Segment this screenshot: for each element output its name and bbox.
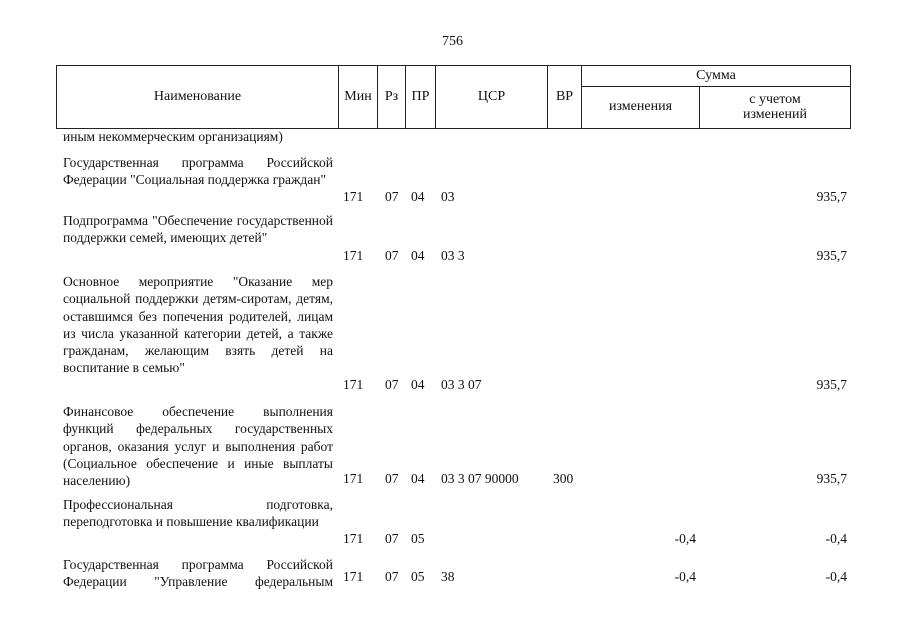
row-pr: 05: [411, 569, 425, 584]
row-csr: 03 3 07 90000: [441, 471, 519, 486]
row-csr: 03 3: [441, 248, 465, 263]
header-pr: ПР: [405, 65, 436, 129]
row-min: 171: [343, 569, 364, 584]
header-with-change: с учетом изменений: [699, 86, 851, 129]
header-vr: ВР: [547, 65, 582, 129]
row-name: Государственная программа Российской Федерации "Управление федеральным: [63, 557, 333, 590]
row-pr: 04: [411, 471, 425, 486]
row-total: 935,7: [816, 377, 847, 392]
row-min: 171: [343, 531, 364, 546]
row-vr: 300: [553, 471, 574, 486]
row-min: 171: [343, 189, 364, 204]
row-rz: 07: [385, 377, 399, 392]
row-rz: 07: [385, 189, 399, 204]
row-csr: 38: [441, 569, 455, 584]
header-name: Наименование: [56, 65, 339, 129]
row-name: Государственная программа Российской Федерации "Социальная поддержка граждан": [63, 155, 333, 188]
row-pr: 04: [411, 248, 425, 263]
row-csr: 03 3 07: [441, 377, 482, 392]
row-name: Профессиональная подготовка, переподготовка и повышение квалификации: [63, 497, 333, 530]
row-name: Финансовое обеспечение выполнения функций федеральных государственных органов, оказания услуг и выполнения работ (Социальное обеспечение и иные выплаты населению): [63, 404, 333, 489]
row-rz: 07: [385, 471, 399, 486]
row-pr: 04: [411, 377, 425, 392]
header-change: изменения: [581, 86, 700, 129]
row-total: 935,7: [816, 189, 847, 204]
row-total: 935,7: [816, 248, 847, 263]
row-rz: 07: [385, 531, 399, 546]
header-csr: ЦСР: [435, 65, 548, 129]
row-total: -0,4: [825, 531, 847, 546]
row-rz: 07: [385, 248, 399, 263]
row-csr: 03: [441, 189, 455, 204]
row-change: -0,4: [674, 569, 696, 584]
row-min: 171: [343, 471, 364, 486]
row-min: 171: [343, 248, 364, 263]
row-rz: 07: [385, 569, 399, 584]
page-number: 756: [442, 34, 463, 49]
row-name: Подпрограмма "Обеспечение государственной поддержки семей, имеющих детей": [63, 213, 333, 246]
row-change: -0,4: [674, 531, 696, 546]
row-pr: 05: [411, 531, 425, 546]
row-min: 171: [343, 377, 364, 392]
row-pr: 04: [411, 189, 425, 204]
header-rz: Рз: [377, 65, 406, 129]
row-total: -0,4: [825, 569, 847, 584]
row-total: 935,7: [816, 471, 847, 486]
header-min: Мин: [338, 65, 378, 129]
header-sum: Сумма: [581, 65, 851, 87]
row-name: Основное мероприятие "Оказание мер социальной поддержки детям-сиротам, детям, оставшимся без попечения родителей, лицам из числа указанной категории детей, а также гражданам, желающим взять детей на воспитание в семью": [63, 274, 333, 376]
row-name: иным некоммерческим организациям): [63, 129, 283, 144]
